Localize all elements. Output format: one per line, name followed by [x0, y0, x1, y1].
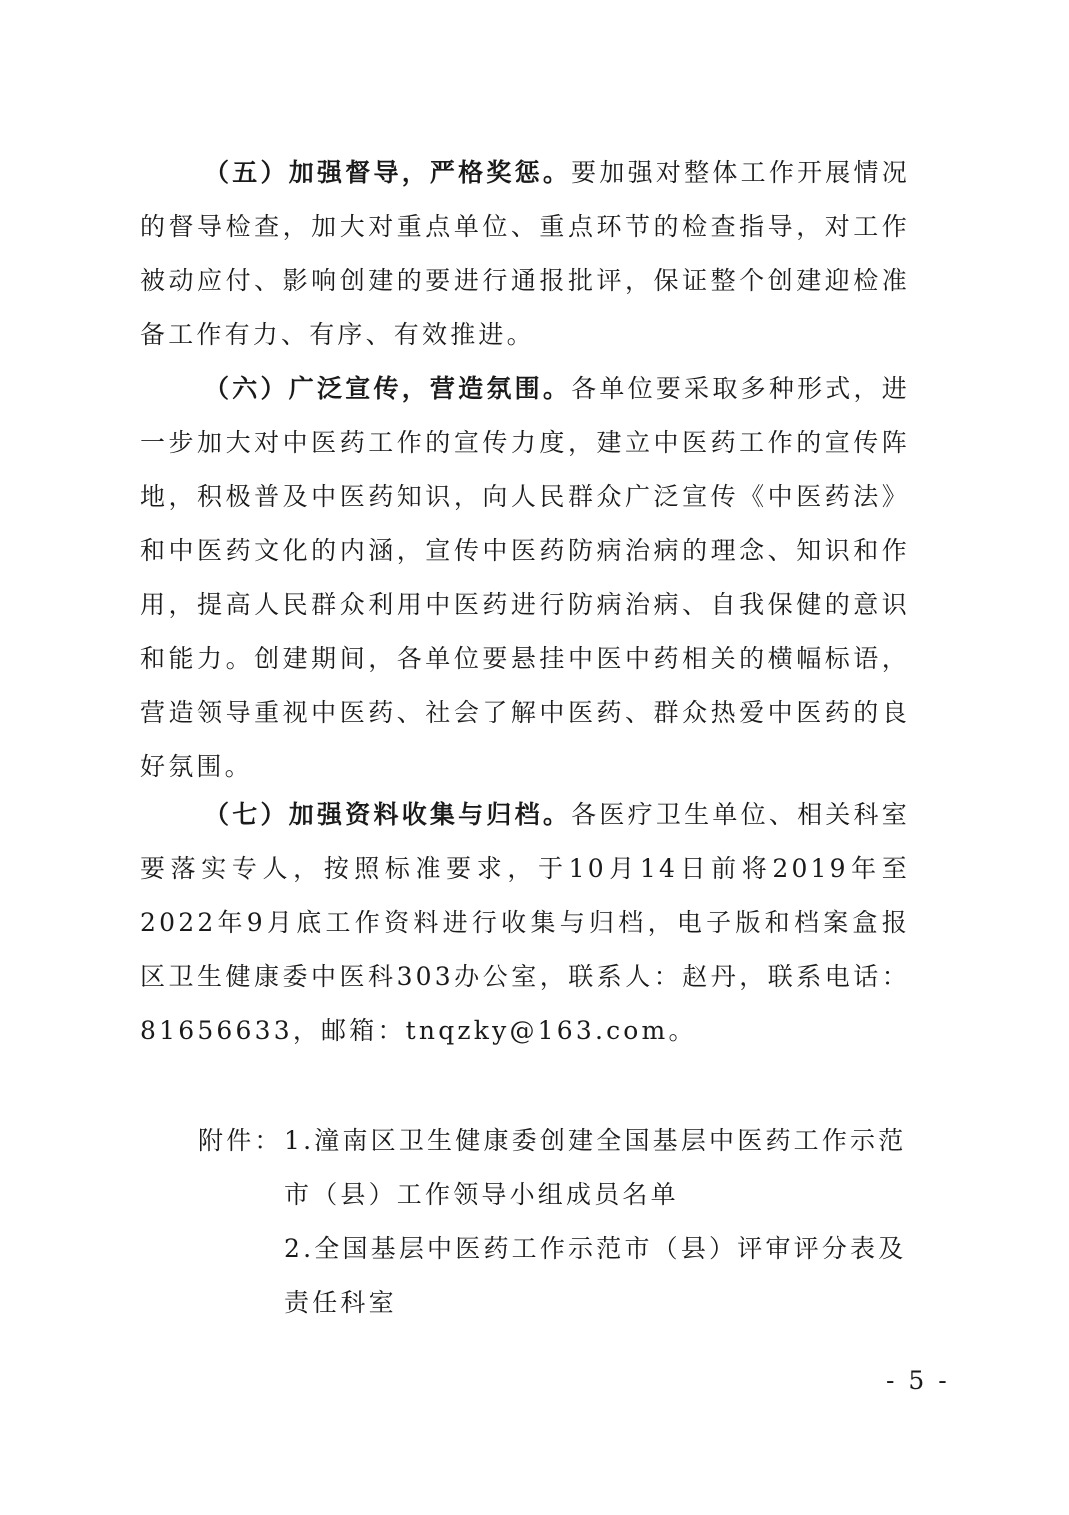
section-six-paragraph [140, 362, 910, 794]
section-seven-paragraph [140, 788, 910, 1058]
attachments-label: 附件： [198, 1126, 283, 1155]
section-six-heading: （六）广泛宣传，营造氛围。 [204, 374, 572, 403]
attachment-item-1: 1.潼南区卫生健康委创建全国基层中医药工作示范市（县）工作领导小组成员名单 [284, 1126, 907, 1209]
section-six-body: 各单位要采取多种形式，进一步加大对中医药工作的宣传力度，建立中医药工作的宣传阵地，积极普及中医药知识，向人民群众广泛宣传《中医药法》和中医药文化的内涵，宣传中医药防病治病的理念、知识和作用，提高人民群众利用中医药进行防病治病、自我保健的意识和能力。创建期间，各单位要悬挂中医中药相关的横幅标语，营造领导重视中医药、社会了解中医药、群众热爱中医药的良好氛围。 [140, 374, 910, 781]
section-five-paragraph [140, 146, 910, 362]
attachment-row [198, 1222, 910, 1330]
attachments-list [198, 1114, 910, 1330]
attachment-item-2: 2.全国基层中医药工作示范市（县）评审评分表及责任科室 [284, 1234, 907, 1317]
section-seven-body: 各医疗卫生单位、相关科室要落实专人，按照标准要求，于10月14日前将2019年至2022年9月底工作资料进行收集与归档，电子版和档案盒报区卫生健康委中医科303办公室，联系人：赵丹，联系电话：81656633，邮箱：tnqzky@163.com。 [140, 800, 910, 1045]
attachment-row [198, 1114, 910, 1222]
section-five-heading: （五）加强督导，严格奖惩。 [204, 158, 572, 187]
page-number: - 5 - [886, 1366, 950, 1395]
section-seven-heading: （七）加强资料收集与归档。 [204, 800, 572, 829]
section-five-body: 要加强对整体工作开展情况的督导检查，加大对重点单位、重点环节的检查指导，对工作被动应付、影响创建的要进行通报批评，保证整个创建迎检准备工作有力、有序、有效推进。 [140, 158, 910, 349]
